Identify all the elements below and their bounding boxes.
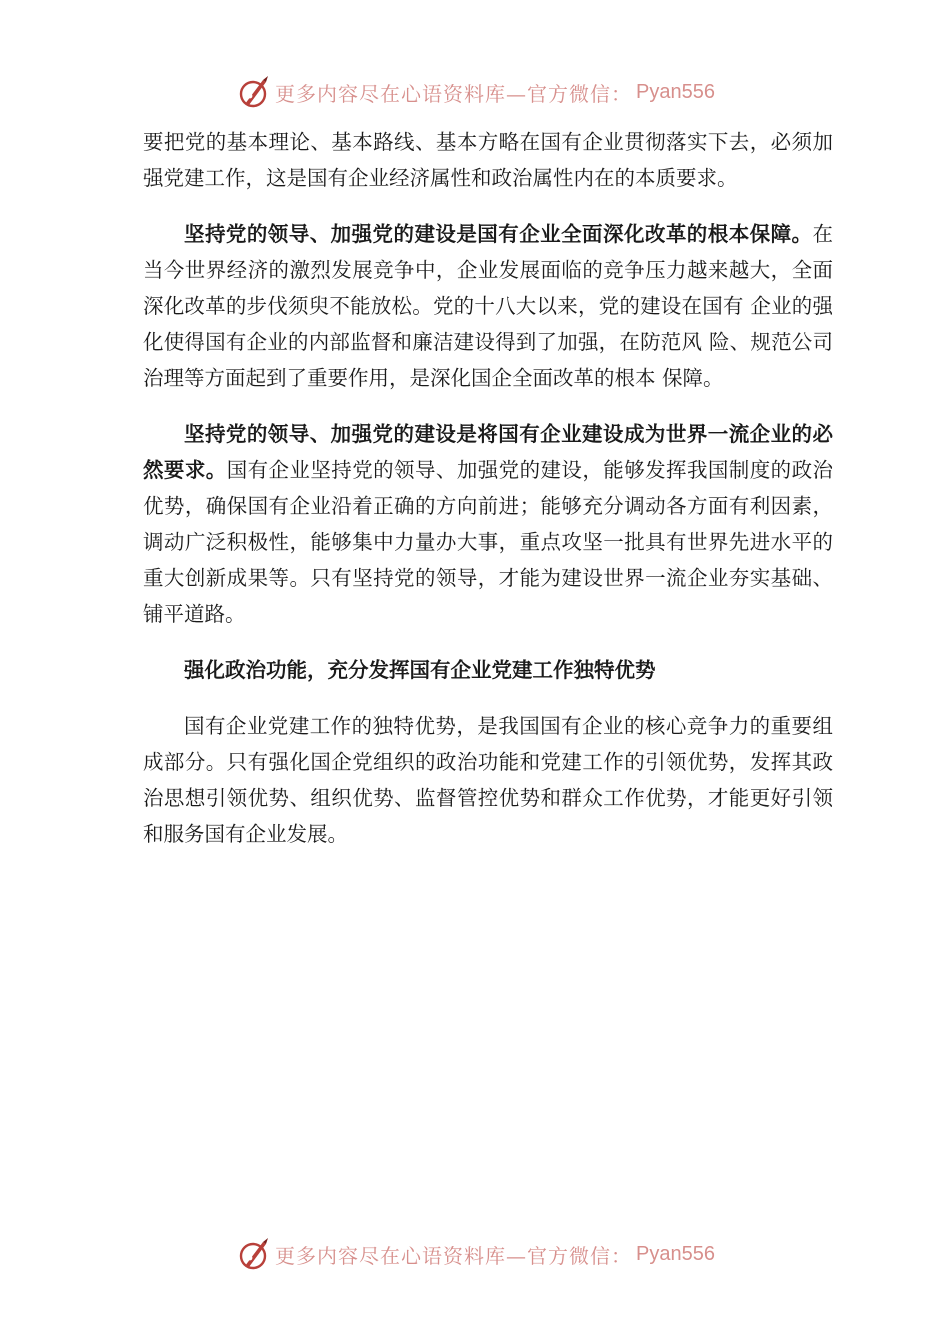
quill-pen-logo-icon (235, 74, 271, 110)
header-wechat-id: Pyan556 (636, 80, 715, 103)
paragraph-1-text: 要把党的基本理论、基本路线、基本方略在国有企业贯彻落实下去，必须加强党建工作，这是国有企业经济属性和政治属性内在的本质要求。 (143, 130, 833, 190)
quill-pen-logo-icon (235, 1236, 271, 1272)
paragraph-2 (143, 216, 833, 396)
footer-banner (0, 1234, 950, 1274)
paragraph-2-bold: 坚持党的领导、加强党的建设是国有企业全面深化改革的根本保障。 (184, 222, 813, 246)
footer-text: 更多内容尽在心语资料库—官方微信： (275, 1243, 633, 1268)
paragraph-3 (143, 416, 833, 632)
paragraph-3-bold: 坚持党的领导、加强党的建设是将国有企业建设成为世界一流企业的必然要求。 (143, 422, 833, 482)
section-heading-text: 强化政治功能，充分发挥国有企业党建工作独特优势 (184, 658, 656, 682)
section-heading (143, 652, 833, 688)
paragraph-1 (143, 124, 833, 196)
document-body (143, 124, 833, 872)
paragraph-5 (143, 708, 833, 852)
paragraph-3-text: 国有企业坚持党的领导、加强党的建设，能够发挥我国制度的政治优势，确保国有企业沿着正确的方向前进；能够充分调动各方面有利因素，调动广泛积极性，能够集中力量办大事，重点攻坚一批具有世界先进水平的重大创新成果等。只有坚持党的领导，才能为建设世界一流企业夯实基础、铺平道路。 (143, 458, 833, 626)
paragraph-2-text: 在当今世界经济的激烈发展竞争中，企业发展面临的竞争压力越来越大，全面深化改革的步伐须臾不能放松。党的十八大以来，党的建设在国有 企业的强化使得国有企业的内部监督和廉洁建设得到了加强，在防范风 险、规范公司治理等方面起到了重要作用，是深化国企全面改革的根本 保障。 (143, 222, 833, 390)
header-text: 更多内容尽在心语资料库—官方微信： (275, 81, 633, 106)
paragraph-5-text: 国有企业党建工作的独特优势，是我国国有企业的核心竞争力的重要组成部分。只有强化国企党组织的政治功能和党建工作的引领优势，发挥其政治思想引领优势、组织优势、监督管控优势和群众工作优势，才能更好引领和服务国有企业发展。 (143, 714, 833, 846)
header-banner (0, 72, 950, 112)
footer-wechat-id: Pyan556 (636, 1242, 715, 1265)
